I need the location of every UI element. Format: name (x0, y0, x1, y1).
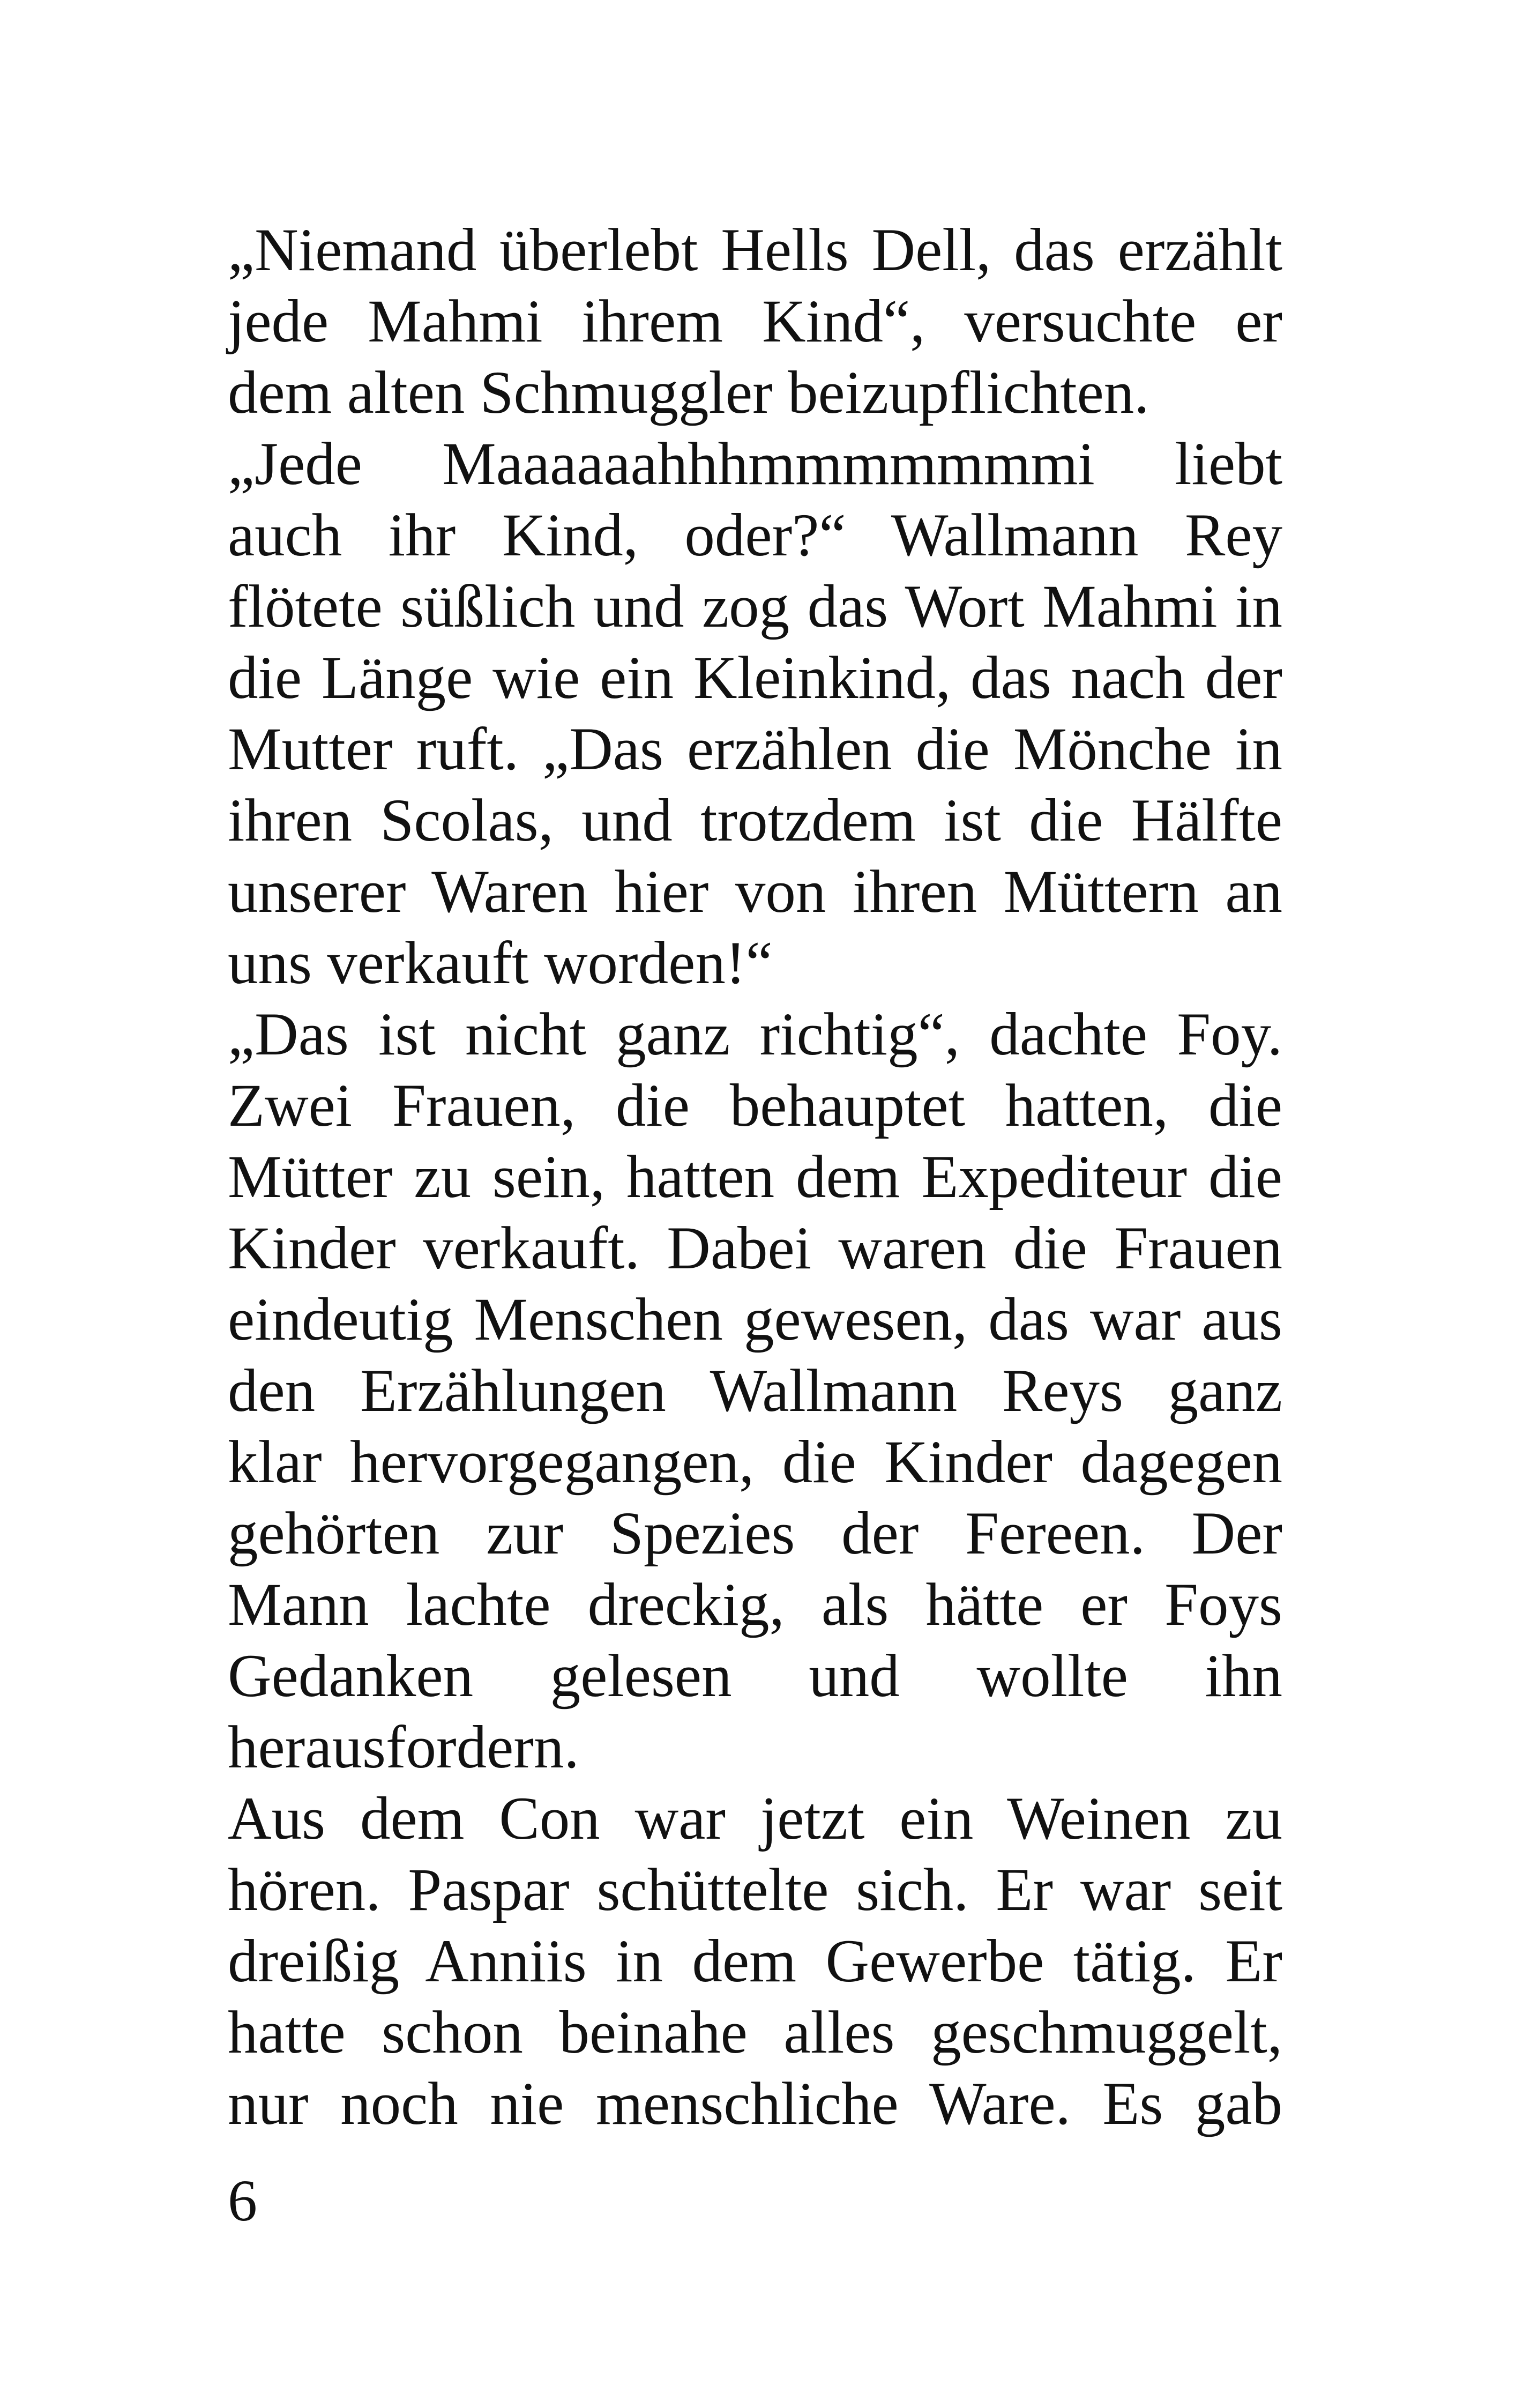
text-line: klar hervorgegangen, die Kinder dagegen (228, 1429, 1282, 1496)
text-line: Aus dem Con war jetzt ein Weinen zu (228, 1785, 1282, 1852)
text-line: dem alten Schmuggler beizupflichten. (228, 359, 1149, 426)
text-line: Mütter zu sein, hatten dem Expediteur die (228, 1143, 1282, 1210)
text-line: flötete süßlich und zog das Wort Mahmi in (228, 573, 1282, 640)
text-line: eindeutig Menschen gewesen, das war aus (228, 1286, 1282, 1353)
text-line: uns verkauft worden!“ (228, 930, 773, 997)
text-line: unserer Waren hier von ihren Müttern an (228, 858, 1282, 925)
text-line: die Länge wie ein Kleinkind, das nach der (228, 644, 1282, 711)
text-line: auch ihr Kind, oder?“ Wallmann Rey (228, 502, 1282, 569)
text-line: „Jede Maaaaaahhhmmmmmmmi liebt (228, 430, 1282, 497)
text-line: Mutter ruft. „Das erzählen die Mönche in (228, 716, 1282, 783)
text-line: Zwei Frauen, die behauptet hatten, die (228, 1072, 1282, 1139)
text-line: gehörten zur Spezies der Fereen. Der (228, 1500, 1282, 1567)
text-line: dreißig Anniis in dem Gewerbe tätig. Er (228, 1928, 1282, 1995)
text-line: den Erzählungen Wallmann Reys ganz (228, 1357, 1282, 1424)
text-line: nur noch nie menschliche Ware. Es gab (228, 2070, 1282, 2137)
text-line: jede Mahmi ihrem Kind“, versuchte er (228, 288, 1282, 355)
page-number: 6 (228, 2168, 257, 2233)
text-line: Kinder verkauft. Dabei waren die Frauen (228, 1215, 1282, 1282)
text-line: hören. Paspar schüttelte sich. Er war seit (228, 1856, 1282, 1923)
text-line: ihren Scolas, und trotzdem ist die Hälfte (228, 787, 1282, 854)
text-line: Gedanken gelesen und wollte ihn (228, 1643, 1282, 1710)
text-line: Mann lachte dreckig, als hätte er Foys (228, 1571, 1282, 1638)
text-line: hatte schon beinahe alles geschmuggelt, (228, 1999, 1282, 2066)
text-line: „Niemand überlebt Hells Dell, das erzählt (228, 217, 1282, 284)
text-line: „Das ist nicht ganz richtig“, dachte Foy. (228, 1001, 1282, 1068)
body-text (228, 214, 1282, 2139)
text-line: herausfordern. (228, 1714, 579, 1781)
